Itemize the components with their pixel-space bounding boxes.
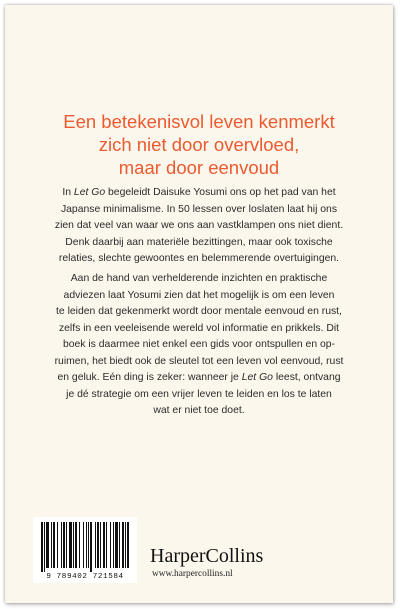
barcode-bar [61,522,62,568]
barcode-bar [63,522,65,568]
barcode-bar [79,522,80,568]
paragraph-2-line-1: Aan de hand van verhelderende inzichten en praktische [70,273,328,284]
paragraph-2-line-3: te leiden dat gekenmerkt wordt door mentale eenvoud en rust, [56,306,342,317]
barcode-bar [119,522,120,568]
headline [19,110,379,179]
barcode-bar [51,522,52,568]
book-title-italic: Let Go [241,372,273,383]
barcode-bar [106,522,107,568]
paragraph-1-line-3: zien dat veel van waar we ons aan vastklampen ons niet dient. [54,220,344,231]
text-segment: In [62,187,74,198]
book-title-italic: Let Go [73,187,106,198]
barcode-bar [73,522,74,568]
barcode-bar [122,522,124,568]
paragraph-2-line-5: boek is daarmee niet enkel een gids voor ontspullen en op- [62,339,336,350]
barcode-bar [100,522,101,568]
barcode-bar [44,522,45,572]
barcode-bar [46,522,49,568]
text-segment: begeleidt Daisuke Yosumi ons op het pad van het [105,187,336,198]
barcode-bar [90,522,92,572]
publisher-url: www.harpercollins.nl [152,569,233,579]
text-segment: en geluk. Eén ding is zeker: wanneer je [57,372,242,383]
paragraph-1-line-2: Japanse minimalisme. In 50 lessen over loslaten laat hij ons [60,203,338,215]
barcode-bar [103,522,105,568]
book-back-cover [5,5,393,603]
paragraph-2-line-9: wat er niet toe doet. [153,405,245,416]
barcode-bar [86,522,87,568]
paragraph-2-line-6: ruimen, het biedt ook de sleutel tot een leven vol eenvoud, rust [54,355,344,367]
barcode-bar [110,522,111,568]
barcode-bar [115,522,118,568]
text-segment: leest, ontvang [272,372,341,383]
barcode-bar [88,522,89,568]
barcode-bar [66,522,67,568]
headline-line-1: Een betekenisvol leven kenmerkt [63,111,335,132]
barcode-bar [53,522,55,568]
paragraph-1-line-4: Denk daarbij aan materiële bezittingen, maar ook toxische [65,236,333,248]
paragraph-1-line-1 [31,185,367,202]
barcode-bar [127,522,129,568]
barcode-bars-icon [33,517,137,573]
barcode-bar [125,522,126,568]
publisher-logo: HarperCollins [150,545,264,567]
paragraph-1-line-5: relaties, slechte gewoontes en belemmerende overtuigingen. [58,253,340,264]
headline-line-3: maar door eenvoud [118,157,280,178]
barcode-bar [97,522,99,568]
barcode-bar [41,522,43,572]
paragraph-2-line-4: zelfs in een veeleisende wereld vol informatie en prikkels. Dit [58,322,340,334]
paragraph-2-line-2: adviezen laat Yosumi zien dat het mogelijk is om een leven [63,289,335,301]
paragraph-2-line-7 [31,370,367,387]
isbn-number: 9 789402 721584 [46,573,124,581]
barcode-bar [95,522,96,568]
description-paragraph-2 [31,271,367,420]
isbn-barcode [33,517,137,583]
headline-line-2: zich niet door overvloed, [98,134,300,155]
description-paragraph-1 [31,185,367,268]
barcode-bar [83,522,84,568]
barcode-bar [113,522,114,568]
barcode-bar [69,522,72,568]
barcode-bar [57,522,58,568]
barcode-bar [75,522,77,568]
paragraph-2-line-8: je dé strategie om een vrijer leven te leiden en los te laten [66,388,332,400]
